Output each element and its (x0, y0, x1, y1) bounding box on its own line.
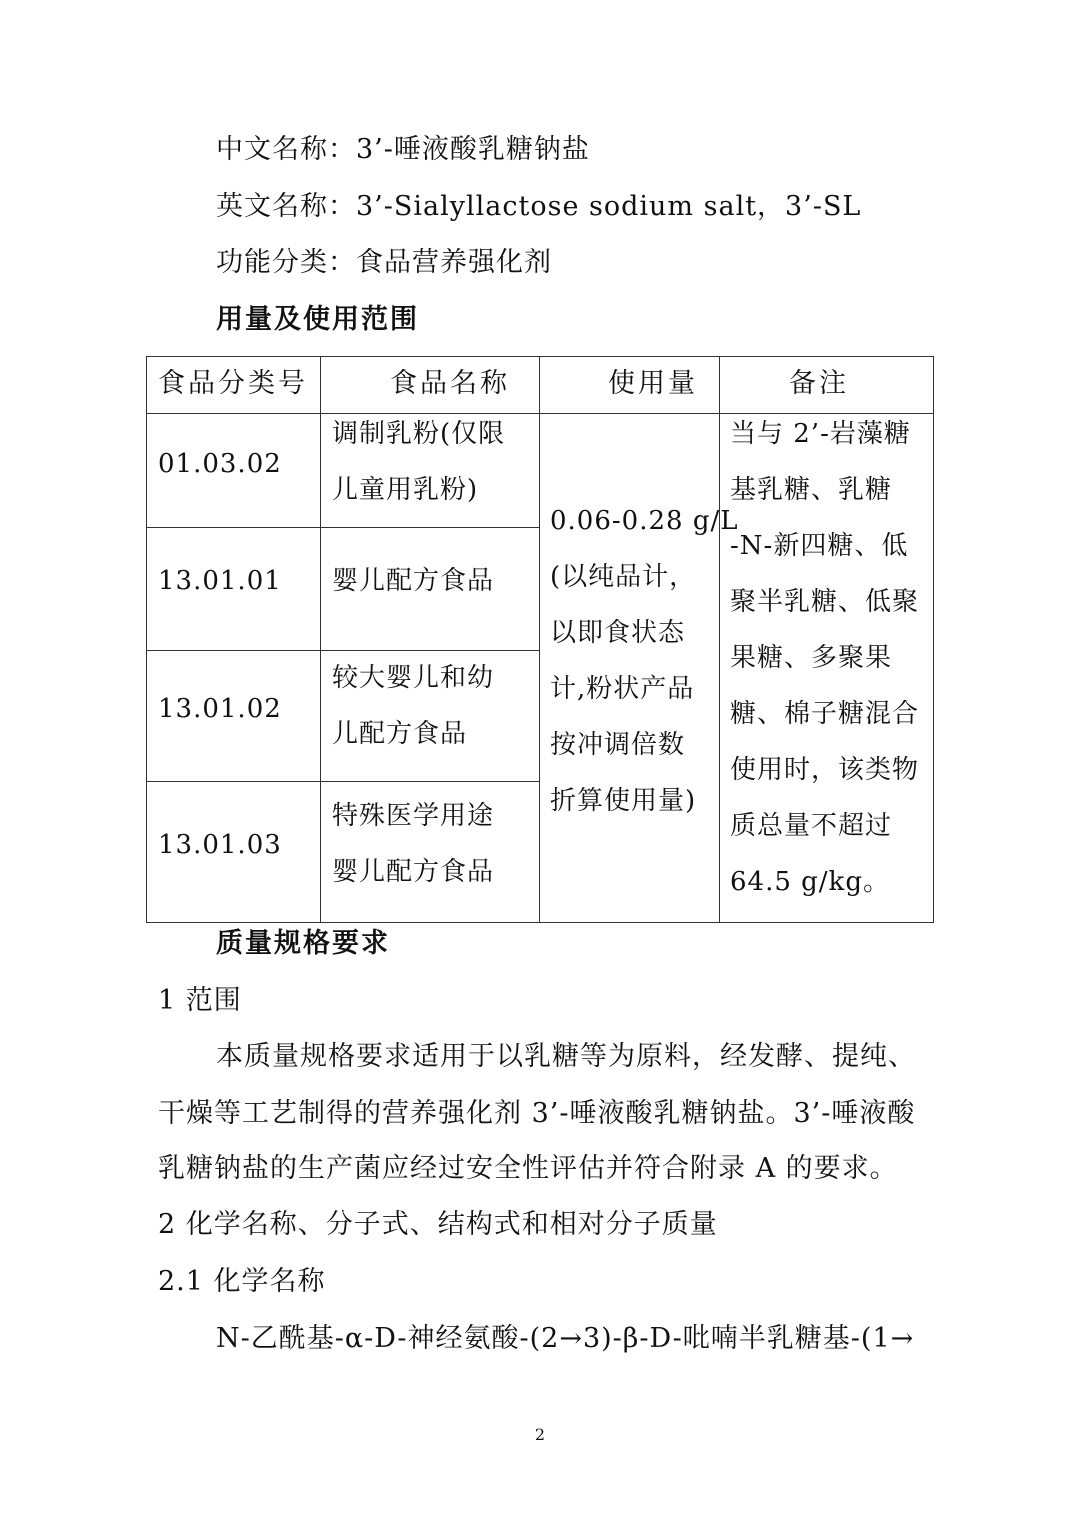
quality-heading: 质量规格要求 (216, 928, 390, 959)
table-border (146, 922, 934, 923)
usage-heading: 用量及使用范围 (216, 304, 419, 335)
table-cell-code: 13.01.03 (158, 830, 282, 860)
info-category: 功能分类：食品营养强化剂 (216, 247, 552, 278)
table-cell-name: 较大婴儿和幼 儿配方食品 (332, 663, 495, 749)
table-border (539, 356, 540, 923)
table-border (933, 356, 934, 923)
table-header-note: 备注 (789, 368, 849, 399)
table-border (320, 356, 321, 923)
section-1-paragraph-line: 本质量规格要求适用于以乳糖等为原料，经发酵、提纯、 (216, 1041, 916, 1072)
section-2-title: 2 化学名称、分子式、结构式和相对分子质量 (158, 1209, 718, 1240)
section-2-1-title: 2.1 化学名称 (158, 1266, 326, 1297)
table-cell-note: 当与 2’-岩藻糖 基乳糖、乳糖 -N-新四糖、低 聚半乳糖、低聚 果糖、多聚果 糖、棉子糖混合 使用时，该类物 质总量不超过 64.5 g/kg。 (730, 419, 920, 897)
info-cn-name: 中文名称：3’-唾液酸乳糖钠盐 (216, 134, 590, 165)
table-border (146, 781, 540, 782)
table-border (146, 527, 540, 528)
table-cell-code: 13.01.01 (158, 566, 282, 596)
section-1-paragraph-line: 乳糖钠盐的生产菌应经过安全性评估并符合附录 A 的要求。 (158, 1153, 898, 1184)
page-number: 2 (534, 1425, 546, 1444)
section-1-title: 1 范围 (158, 985, 242, 1016)
table-cell-name: 特殊医学用途 婴儿配方食品 (332, 801, 495, 887)
table-cell-name: 婴儿配方食品 (332, 566, 495, 596)
table-cell-code: 13.01.02 (158, 694, 282, 724)
table-cell-code: 01.03.02 (158, 449, 282, 479)
usage-table (146, 356, 934, 923)
chemical-name-text: N-乙酰基-α-D-神经氨酸-(2→3)-β-D-吡喃半乳糖基-(1→ (216, 1323, 915, 1354)
section-1-paragraph-line: 干燥等工艺制得的营养强化剂 3’-唾液酸乳糖钠盐。3’-唾液酸 (158, 1098, 916, 1129)
table-header-amount: 使用量 (608, 368, 698, 399)
info-en-name: 英文名称：3’-Sialyllactose sodium salt，3’-SL (216, 191, 862, 222)
table-header-name: 食品名称 (390, 368, 510, 399)
table-border (146, 356, 147, 923)
table-cell-amount: 0.06-0.28 g/L (以纯品计， 以即食状态 计,粉状产品 按冲调倍数 折算使用量) (550, 506, 739, 816)
table-header-code: 食品分类号 (158, 368, 308, 399)
table-cell-name: 调制乳粉(仅限 儿童用乳粉) (332, 419, 506, 505)
